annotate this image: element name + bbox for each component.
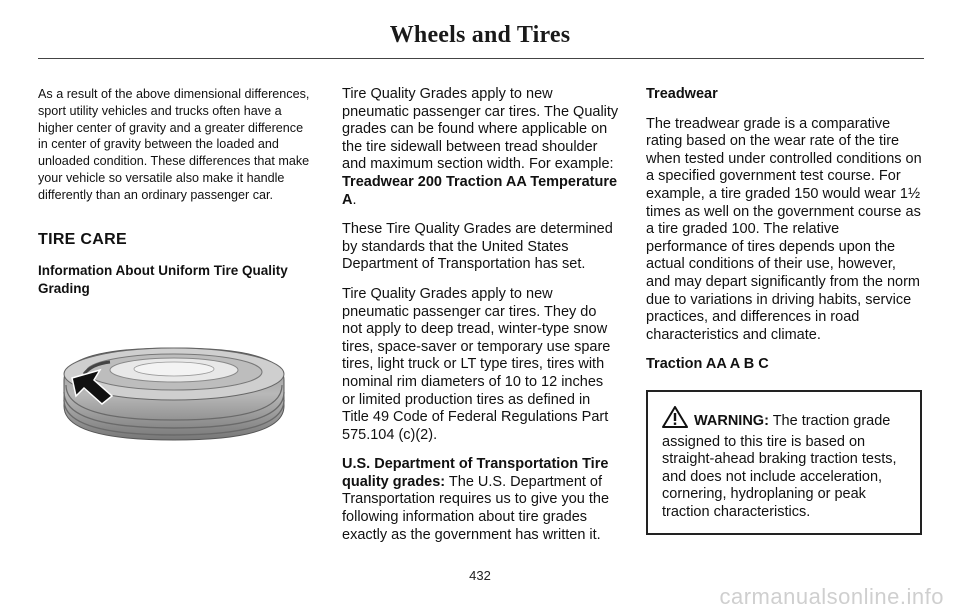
intro-paragraph: As a result of the above dimensional differences, sport utility vehicles and trucks often have a higher center of gravity and a greater difference in center of gravity between the loaded and unloaded condition. These differences that make your vehicle so versatile also make it handle differently than an ordinary passenger car. [38,87,310,202]
warning-label: WARNING: [694,412,769,429]
page-number: 432 [469,568,491,583]
example-grade: Treadwear 200 Traction AA Temperature A [342,173,618,208]
paragraph-dot-grades [342,456,620,544]
dot-grades-label: U.S. Department of Transportation Tire quality grades: [342,456,609,490]
paragraph-text: Tire Quality Grades apply to new pneumatic passenger car tires. The Quality grades can be found where applicable on the tire sidewall between tread shoulder and maximum section width. For example: [342,86,619,173]
heading-treadwear: Treadwear [646,86,718,102]
paragraph-standards: These Tire Quality Grades are determined by standards that the United States Department of Transportation has set. [342,221,613,273]
column-1 [38,86,316,298]
tire-illustration [54,340,294,450]
heading-traction: Traction AA A B C [646,356,769,373]
dot-grades-text: The U.S. Department of Transportation requires us to give you the following information about tire grades exactly as the government has written it. [342,473,610,543]
warning-triangle-icon [662,406,688,434]
header-divider [38,58,924,59]
paragraph-end: . [352,191,357,208]
column-3 [646,86,922,535]
watermark: carmanualsonline.info [719,584,944,609]
paragraph-quality-grades [342,86,620,209]
warning-box [646,390,922,536]
warning-text: The traction grade assigned to this tire is based on straight-ahead braking traction tests, and does not include acceleration, cornering, hydroplaning or peak traction characteristics. [662,412,897,520]
column-2 [342,86,620,556]
paragraph-treadwear: The treadwear grade is a comparative rating based on the wear rate of the tire when tested under controlled conditions on a specified government test course. For example, a tire graded 150 would wear 1½ times as well on the government course as a tire graded 100. The relative performance of tires depends upon the actual conditions of their use, however, and may depart significantly from the norm due to variations in driving habits, service practices, and differences in road characteristics and climate. [646,115,922,343]
page-title: Wheels and Tires [389,22,571,48]
paragraph-applicability: Tire Quality Grades apply to new pneumatic passenger car tires. They do not apply to deep tread, winter-type snow tires, space-saver or temporary use spare tires, light truck or LT type tires, tires with nominal rim diameters of 10 to 12 inches or limited production tires as defined in Title 49 Code of Federal Regulations Part 575.104 (c)(2). [342,285,611,443]
sub-heading-utqg: Information About Uniform Tire Quality Grading [38,263,288,297]
section-heading-tire-care: TIRE CARE [38,230,127,248]
